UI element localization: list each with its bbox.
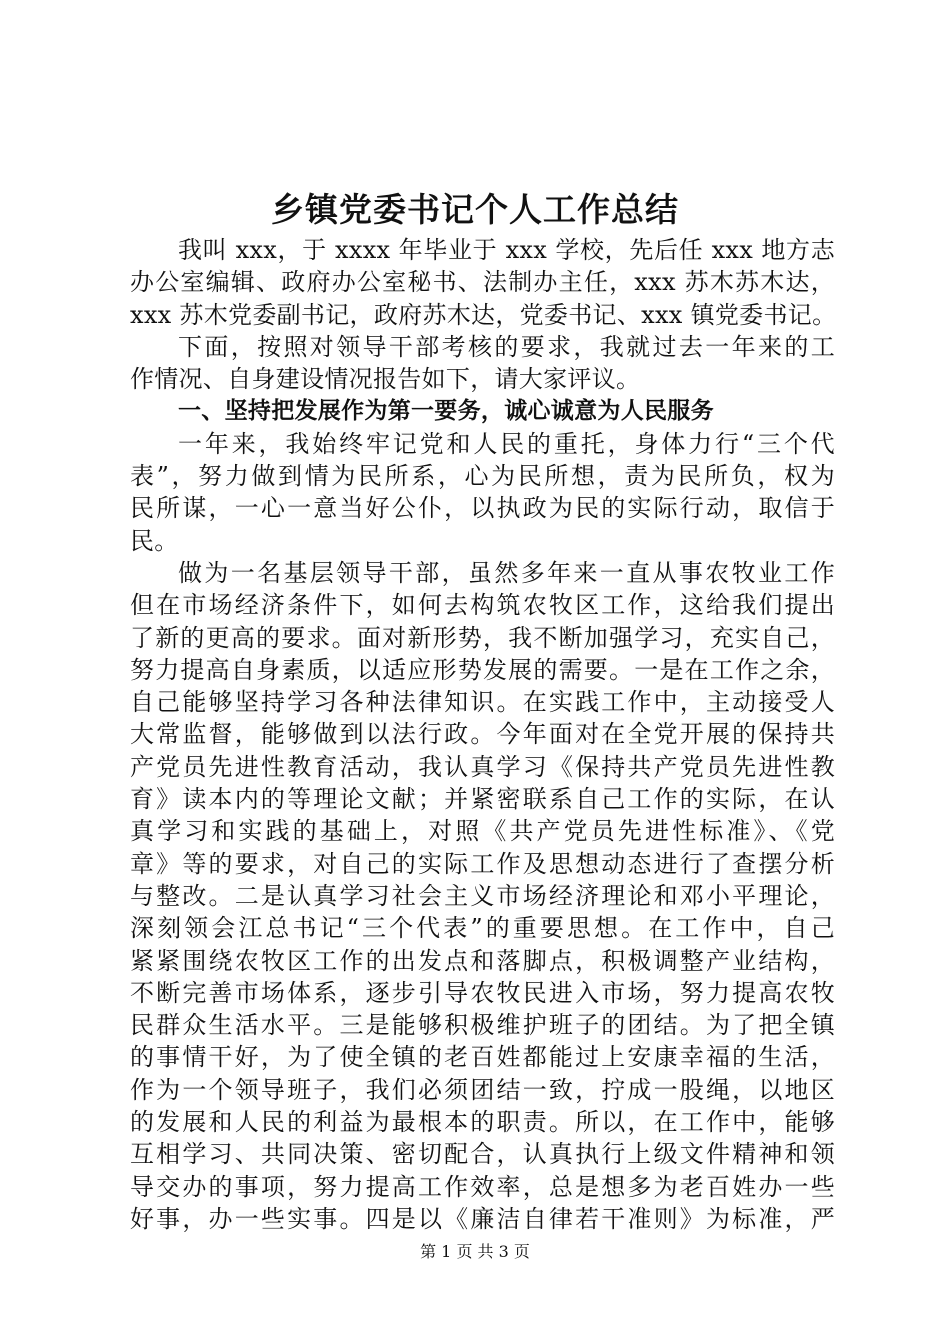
text-line: 与整改。二是认真学习社会主义市场经济理论和邓小平理论， xyxy=(130,881,835,910)
page-footer: 第 1 页 共 3 页 xyxy=(420,1242,530,1261)
document-title: 乡镇党委书记个人工作总结 xyxy=(271,190,679,229)
text-line: 民所谋，一心一意当好公仆，以执政为民的实际行动，取信于 xyxy=(130,494,835,523)
section-heading: 一、坚持把发展作为第一要务，诚心诚意为人民服务 xyxy=(178,398,714,425)
document-body xyxy=(130,234,835,1235)
text-line: 导交办的事项，努力提高工作效率，总是想多为老百姓办一些 xyxy=(130,1172,835,1201)
text-line: 努力提高自身素质，以适应形势发展的需要。一是在工作之余， xyxy=(130,655,835,684)
text-line: 表”，努力做到情为民所系，心为民所想，责为民所负，权为 xyxy=(130,462,835,491)
text-line: 民群众生活水平。三是能够积极维护班子的团结。为了把全镇 xyxy=(130,1011,835,1040)
text-line: 深刻领会江总书记“三个代表”的重要思想。在工作中，自己 xyxy=(130,914,835,943)
text-line: 但在市场经济条件下，如何去构筑农牧区工作，这给我们提出 xyxy=(130,591,835,620)
text-line: 真学习和实践的基础上，对照《共产党员先进性标准》、《党 xyxy=(130,817,835,846)
text-line: 好事，办一些实事。四是以《廉洁自律若干准则》为标准，严 xyxy=(130,1204,835,1233)
text-line: 做为一名基层领导干部，虽然多年来一直从事农牧业工作 xyxy=(178,558,835,587)
text-line: 产党员先进性教育活动，我认真学习《保持共产党员先进性教 xyxy=(130,752,835,781)
text-line: 大常监督，能够做到以法行政。今年面对在全党开展的保持共 xyxy=(130,720,835,749)
text-line: 办公室编辑、政府办公室秘书、法制办主任，xxx 苏木苏木达， xyxy=(130,268,835,297)
text-line: 作情况、自身建设情况报告如下，请大家评议。 xyxy=(130,365,641,394)
text-line: 的发展和人民的利益为最根本的职责。所以，在工作中，能够 xyxy=(130,1108,835,1137)
text-line: 互相学习、共同决策、密切配合，认真执行上级文件精神和领 xyxy=(130,1140,835,1169)
text-line: 作为一个领导班子，我们必须团结一致，拧成一股绳，以地区 xyxy=(130,1075,835,1104)
text-line: 育》读本内的等理论文献；并紧密联系自己工作的实际，在认 xyxy=(130,785,835,814)
text-line: 章》等的要求，对自己的实际工作及思想动态进行了查摆分析 xyxy=(130,849,835,878)
text-line: 自己能够坚持学习各种法律知识。在实践工作中，主动接受人 xyxy=(130,688,835,717)
text-line: 下面，按照对领导干部考核的要求，我就过去一年来的工 xyxy=(178,332,835,361)
text-line: 一年来，我始终牢记党和人民的重托，身体力行“三个代 xyxy=(178,429,835,458)
text-line: 我叫 xxx，于 xxxx 年毕业于 xxx 学校，先后任 xxx 地方志 xyxy=(178,236,835,264)
text-line: 的事情干好，为了使全镇的老百姓都能过上安康幸福的生活， xyxy=(130,1043,835,1072)
text-line: 紧紧围绕农牧区工作的出发点和落脚点，积极调整产业结构， xyxy=(130,946,835,975)
text-line: xxx 苏木党委副书记，政府苏木达，党委书记、xxx 镇党委书记。 xyxy=(130,300,837,329)
text-line: 了新的更高的要求。面对新形势，我不断加强学习，充实自己， xyxy=(130,623,835,652)
text-line: 不断完善市场体系，逐步引导农牧民进入市场，努力提高农牧 xyxy=(130,978,835,1007)
text-line: 民。 xyxy=(130,526,179,555)
